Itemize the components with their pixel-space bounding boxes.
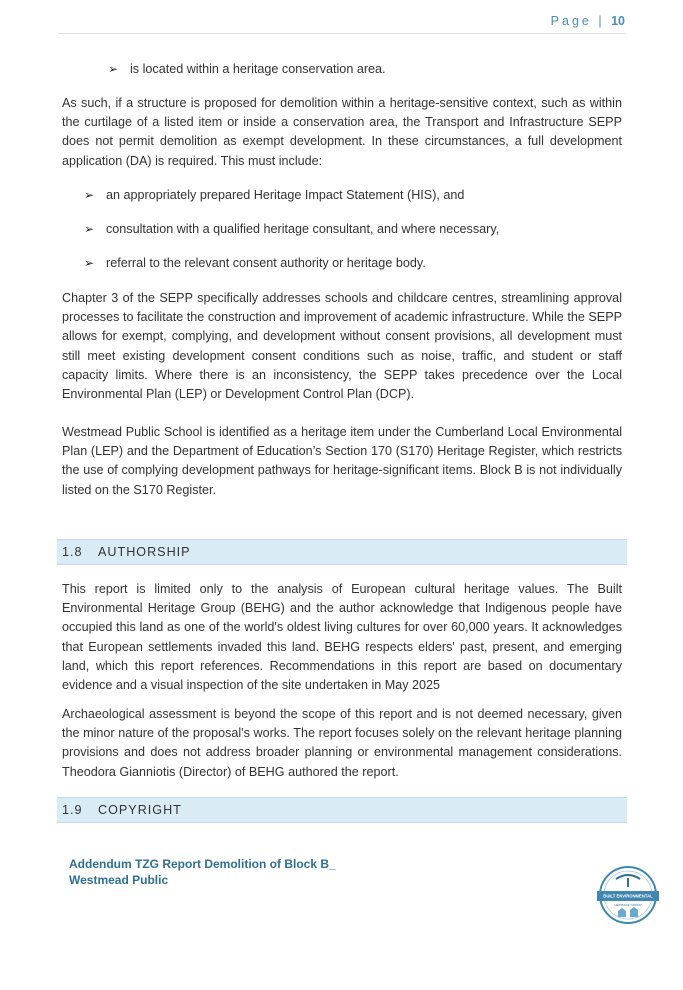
arrow-bullet-icon: ➢ xyxy=(84,188,95,202)
arrow-bullet-icon: ➢ xyxy=(108,62,119,76)
paragraph-archaeology: Archaeological assessment is beyond the scope of this report and is not deemed necessary, given the minor nature of the proposal's works. The report focuses solely on the relevant heritage planning provisions and does not address broader planning or environmental management considerations. Theodora Gianniotis (Director) of BEHG authored the report. xyxy=(62,707,622,779)
section-heading-copyright xyxy=(57,797,627,823)
footer-line-1: Addendum TZG Report Demolition of Block B_ xyxy=(69,857,336,871)
list-item xyxy=(84,186,464,205)
list-item xyxy=(84,220,499,239)
bullet-text: an appropriately prepared Heritage Impact Statement (HIS), and xyxy=(106,188,465,202)
logo-line-1: BUILT ENVIRONMENTAL xyxy=(603,893,653,899)
page-separator: | xyxy=(598,14,605,28)
page-label: Page xyxy=(550,14,592,28)
page-header xyxy=(551,14,625,28)
list-item xyxy=(108,60,386,79)
bullet-text: consultation with a qualified heritage consultant, and where necessary, xyxy=(106,222,500,236)
footer-line-2: Westmead Public xyxy=(69,873,169,887)
behg-logo-icon xyxy=(596,865,660,925)
section-title: COPYRIGHT xyxy=(98,803,182,817)
arrow-bullet-icon: ➢ xyxy=(84,222,95,236)
paragraph-demolition-context: As such, if a structure is proposed for demolition within a heritage-sensitive context, such as within the curtilage of a listed item or inside a conservation area, the Transport and Infrastructure SEPP does not permit demolition as exempt development. In these circumstances, a full development application (DA) is required. This must include: xyxy=(62,96,622,168)
section-heading-authorship xyxy=(57,539,627,565)
header-divider xyxy=(58,33,625,34)
paragraph-sepp-chapter3: Chapter 3 of the SEPP specifically addresses schools and childcare centres, streamlining approval processes to facilitate the construction and improvement of academic infrastructure. While the SEPP allows for exempt, complying, and development without consent provisions, all development must still meet existing development consent conditions such as noise, traffic, and student or staff capacity limits. Where there is an inconsistency, the SEPP takes precedence over the Local Environmental Plan (LEP) or Development Control Plan (DCP). xyxy=(62,291,622,402)
paragraph-heritage-listing: Westmead Public School is identified as a heritage item under the Cumberland Local Environmental Plan (LEP) and the Department of Education’s Section 170 (S170) Heritage Register, which restricts the use of complying development pathways for heritage-significant items. Block B is not individually listed on the S170 Register. xyxy=(62,425,622,497)
bullet-text: referral to the relevant consent authority or heritage body. xyxy=(106,256,426,270)
list-item xyxy=(84,254,426,273)
footer-report-title xyxy=(69,856,336,888)
paragraph-authorship: This report is limited only to the analysis of European cultural heritage values. The Built Environmental Heritage Group (BEHG) and the author acknowledge that Indigenous people have occupied this land as one of the world's oldest living cultures for over 60,000 years. It acknowledges that European settlements invaded this land. BEHG respects elders' past, present, and emerging land, which this report references. Recommendations in this report are based on documentary evidence and a visual inspection of the site undertaken in May 2025 xyxy=(62,582,622,693)
logo-line-2: HERITAGE GROUP xyxy=(614,903,642,907)
section-title: AUTHORSHIP xyxy=(98,545,191,559)
arrow-bullet-icon: ➢ xyxy=(84,256,95,270)
section-number: 1.9 xyxy=(62,803,83,817)
page-number: 10 xyxy=(611,14,625,28)
section-number: 1.8 xyxy=(62,545,83,559)
bullet-text: is located within a heritage conservation area. xyxy=(130,62,386,76)
